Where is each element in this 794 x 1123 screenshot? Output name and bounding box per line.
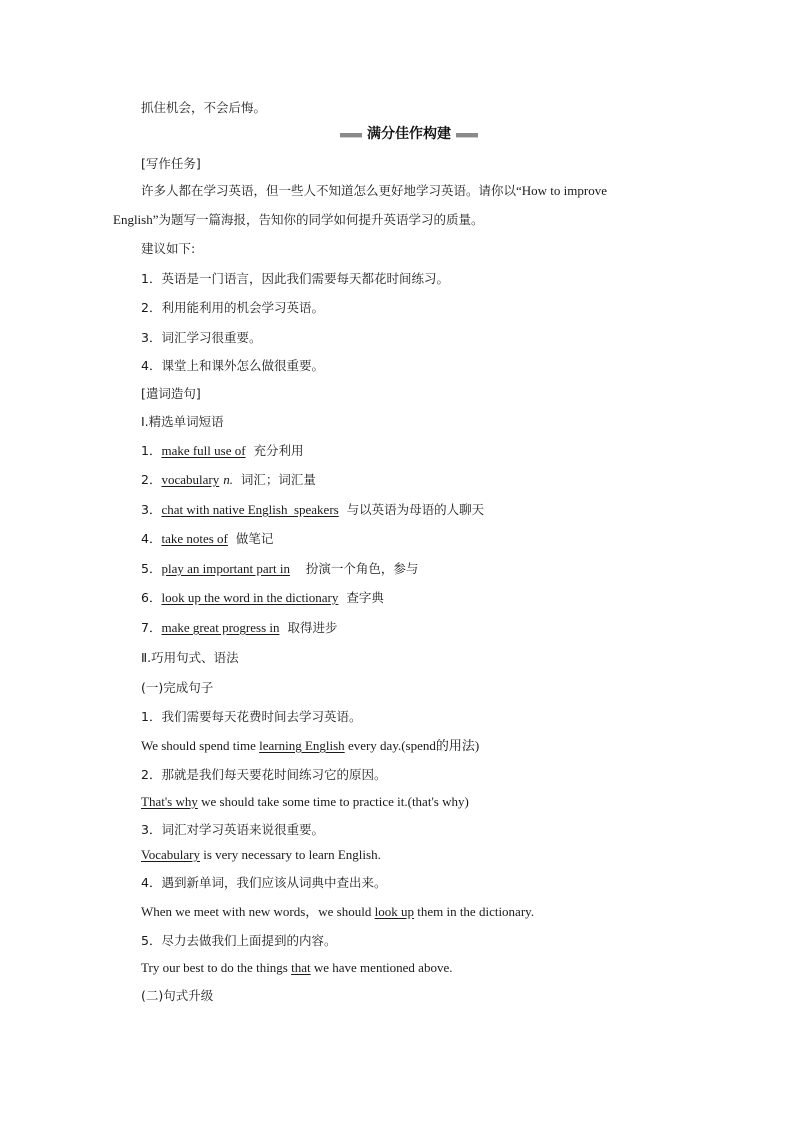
task-paragraph-text: 许多人都在学习英语，但一些人不知道怎么更好地学习英语。请你以 [141, 183, 517, 198]
sentence-blank-answer: That's why [141, 794, 198, 809]
suggestion-item [141, 300, 324, 316]
suggestion-item [141, 330, 261, 346]
sentence-answer [141, 738, 479, 754]
sentence-number: 4． [141, 875, 162, 890]
suggestion-item [141, 271, 449, 287]
vocab-meaning: 做笔记 [235, 531, 274, 546]
vocab-number: 3． [141, 502, 162, 517]
vocab-item [141, 443, 304, 459]
suggestion-text: 英语是一门语言，因此我们需要每天都花时间练习。 [161, 271, 449, 286]
vocab-item [141, 472, 316, 488]
vocab-subheading-2: Ⅱ.巧用句式、语法 [141, 650, 239, 665]
vocab-meaning: 查字典 [346, 590, 384, 605]
vocab-part-of-speech: n. [223, 472, 233, 487]
sentence-number: 1． [141, 709, 162, 724]
sentence-text: When we meet with new words，we should [141, 904, 375, 919]
sentence-chinese: 我们需要每天花费时间去学习英语。 [161, 709, 362, 724]
vocab-answer: make full use of [161, 443, 246, 458]
sentence-text: is very necessary to learn English. [199, 847, 381, 862]
sentence-text: We should spend time [141, 738, 260, 753]
vocab-meaning: 与以英语为母语的人聊天 [346, 502, 485, 517]
sentence-chinese: 词汇对学习英语来说很重要。 [161, 822, 324, 837]
suggestion-text: 课堂上和课外怎么做很重要。 [161, 358, 324, 373]
sentence-text: Try our best to do the things [141, 960, 292, 975]
sentence-chinese: 遇到新单词，我们应该从词典中查出来。 [161, 875, 387, 890]
sentence-prompt [141, 933, 336, 949]
task-heading: [写作任务] [141, 156, 201, 171]
sentence-number: 3． [141, 822, 162, 837]
sentence-chinese: 那就是我们每天要花时间练习它的原因。 [161, 767, 387, 782]
vocab-number: 2． [141, 472, 162, 487]
vocab-meaning: 取得进步 [287, 620, 338, 635]
vocab-meaning: 充分利用 [253, 443, 304, 458]
suggestion-text: 利用能利用的机会学习英语。 [161, 300, 324, 315]
vocab-answer: make great progress in [161, 620, 280, 635]
sentence-blank-answer: look up [374, 904, 414, 919]
vocab-number: 5． [141, 561, 162, 576]
sentence-text: every day.(spend的用法) [344, 738, 480, 753]
sentence-upgrade-heading: (二)句式升级 [141, 988, 214, 1003]
sentence-answer [141, 960, 452, 976]
sentence-prompt [141, 822, 324, 838]
sentence-answer [141, 904, 534, 920]
sentence-text: we have mentioned above. [310, 960, 453, 975]
vocab-heading: [遣词造句] [141, 386, 201, 401]
vocab-meaning: 词汇；词汇量 [240, 472, 316, 487]
vocab-answer: vocabulary [161, 472, 220, 487]
suggestion-item [141, 358, 324, 374]
sentence-blank-answer: learning English [259, 738, 345, 753]
task-paragraph-line-2 [113, 212, 484, 228]
suggestion-number: 2． [141, 300, 162, 315]
sentence-prompt [141, 709, 361, 725]
section-banner-title: 满分佳作构建 [362, 124, 456, 144]
vocab-number: 4． [141, 531, 162, 546]
vocab-item [141, 502, 484, 518]
suggestion-number: 3． [141, 330, 162, 345]
vocab-number: 6． [141, 590, 162, 605]
vocab-answer: look up the word in the dictionary [161, 590, 339, 605]
sentence-blank-answer: Vocabulary [141, 847, 200, 862]
suggestion-number: 4． [141, 358, 162, 373]
sentence-chinese: 尽力去做我们上面提到的内容。 [161, 933, 337, 948]
sentence-number: 5． [141, 933, 162, 948]
suggestion-text: 词汇学习很重要。 [161, 330, 262, 345]
vocab-number: 1． [141, 443, 162, 458]
intro-line: 抓住机会，不会后悔。 [141, 100, 267, 115]
task-paragraph-text-2: 为题写一篇海报，告知你的同学如何提升英语学习的质量。 [158, 212, 484, 227]
sentence-number: 2． [141, 767, 162, 782]
vocab-item [141, 590, 384, 606]
vocab-item [141, 561, 418, 577]
complete-sentences-heading: (一)完成句子 [141, 680, 214, 695]
suggestion-heading: 建议如下: [141, 241, 196, 256]
sentence-prompt [141, 875, 386, 891]
sentence-answer [141, 794, 469, 810]
sentence-prompt [141, 767, 386, 783]
vocab-number: 7． [141, 620, 162, 635]
task-title-quote-end: English” [113, 212, 159, 227]
sentence-text: we should take some time to practice it.(that's why) [197, 794, 469, 809]
vocab-item [141, 531, 273, 547]
vocab-item [141, 620, 337, 636]
sentence-blank-answer: that [291, 960, 311, 975]
task-title-quote-start: “How to improve [516, 183, 607, 198]
vocab-answer: play an important part in [161, 561, 290, 576]
sentence-answer [141, 847, 381, 863]
vocab-answer: chat with native English speakers [161, 502, 339, 517]
suggestion-number: 1． [141, 271, 162, 286]
vocab-meaning: 扮演一个角色，参与 [305, 561, 419, 576]
vocab-subheading-1: Ⅰ.精选单词短语 [141, 414, 224, 429]
section-banner [340, 124, 478, 144]
task-paragraph-line-1 [141, 183, 607, 199]
sentence-text: them in the dictionary. [413, 904, 535, 919]
vocab-answer: take notes of [161, 531, 228, 546]
